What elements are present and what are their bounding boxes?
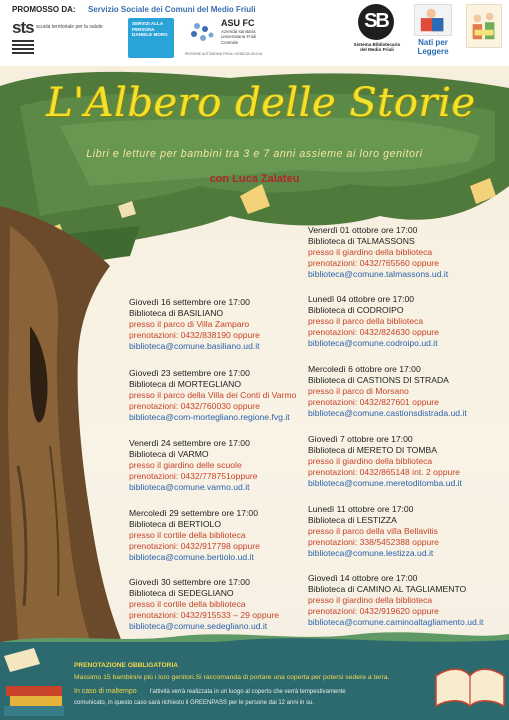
event-place: presso il parco di Morsano [308, 386, 409, 396]
event-place: presso il parco della villa Bellavitis [308, 526, 438, 536]
event-email[interactable]: biblioteca@comune.sedegliano.ud.it [129, 621, 268, 631]
event-date: Lunedì 11 ottobre ore 17:00 [308, 504, 414, 514]
event-sedegliano [129, 577, 279, 632]
event-date: Venerdì 24 settembre ore 17:00 [129, 438, 250, 448]
npl-text: Nati per Leggere [417, 38, 449, 56]
servizi-logo-text: SERVIZI ALLA PERSONA DANIELE MORO [132, 21, 168, 38]
event-bertiolo [129, 508, 260, 563]
event-basiliano [129, 297, 260, 352]
nati-per-leggere-logo [410, 4, 456, 64]
poster-title: L'Albero delle Storie [46, 80, 476, 126]
event-date: Giovedì 23 settembre ore 17:00 [129, 368, 250, 378]
event-varmo [129, 438, 258, 493]
event-phone: prenotazioni: 0432/919620 oppure [308, 606, 439, 616]
event-place: presso il parco di Villa Zamparo [129, 319, 250, 329]
event-email[interactable]: biblioteca@comune.codroipo.ud.it [308, 338, 438, 348]
event-place: presso il parco della Villa dei Conti di Varmo [129, 390, 297, 400]
event-phone: prenotazioni: 0432/778751oppure [129, 471, 258, 481]
event-mortegliano [129, 368, 296, 423]
event-place: presso il parco della biblioteca [308, 316, 424, 326]
event-library: Biblioteca di BERTIOLO [129, 519, 222, 529]
event-date: Giovedì 16 settembre ore 17:00 [129, 297, 250, 307]
sts-logo-subtitle: scuola territoriale per la salute [36, 24, 103, 30]
asu-mark-icon [185, 18, 219, 48]
event-library: Biblioteca di TALMASSONS [308, 236, 415, 246]
service-name: Servizio Sociale dei Comuni del Medio Friuli [88, 5, 256, 14]
event-date: Lunedì 04 ottobre ore 17:00 [308, 294, 415, 304]
event-library: Biblioteca di CASTIONS DI STRADA [308, 375, 449, 385]
event-email[interactable]: biblioteca@comune.meretoditomba.ud.it [308, 478, 462, 488]
sistema-bibliotecario-logo [352, 4, 402, 64]
sts-logo-letters: sts [12, 18, 34, 37]
event-email[interactable]: biblioteca@comune.lestizza.ud.it [308, 548, 434, 558]
event-date: Mercoledì 29 settembre ore 17:00 [129, 508, 258, 518]
sb-text: Sistema Bibliotecario del Medio Friuli [353, 42, 401, 53]
booking-info-line: Massimo 15 bambini/e più i loro genitori.Si raccomanda di portare una coperta per potersi sedere a terra. [74, 674, 390, 681]
event-place: presso il giardino della biblioteca [308, 247, 433, 257]
event-date: Giovedì 14 ottobre ore 17:00 [308, 573, 418, 583]
event-email[interactable]: biblioteca@comune.talmassons.ud.it [308, 269, 449, 279]
event-library: Biblioteca di CAMINO AL TAGLIAMENTO [308, 584, 467, 594]
event-camino-al-tagliamento [308, 573, 483, 628]
servizi-alla-persona-logo [128, 18, 174, 58]
event-place: presso il giardino della biblioteca [308, 595, 433, 605]
event-library: Biblioteca di CODROIPO [308, 305, 404, 315]
event-codroipo [308, 294, 439, 349]
event-date: Mercoledì 6 ottobre ore 17:00 [308, 364, 421, 374]
event-phone: prenotazioni: 0432/824630 oppure [308, 327, 439, 337]
event-email[interactable]: biblioteca@comune.castionsdistrada.ud.it [308, 408, 467, 418]
event-place: presso il cortile della biblioteca [129, 599, 246, 609]
sts-bars-icon [12, 40, 34, 54]
asu-title: ASU FC [221, 18, 255, 28]
event-phone: prenotazioni: 0432/760030 oppure [129, 401, 260, 411]
sts-logo [12, 18, 112, 58]
poster-author: con Luca Zalateu [209, 173, 300, 185]
kids-reading-icon [466, 4, 502, 48]
event-place: presso il cortile della biblioteca [129, 530, 246, 540]
event-phone: prenotazioni: 0432/865148 int. 2 oppure [308, 467, 460, 477]
event-email[interactable]: biblioteca@comune.varmo.ud.it [129, 482, 250, 492]
event-lestizza [308, 504, 439, 559]
event-email[interactable]: biblioteca@comune.basiliano.ud.it [129, 341, 260, 351]
event-library: Biblioteca di SEDEGLIANO [129, 588, 234, 598]
event-mereto-di-tomba [308, 434, 462, 489]
sb-letters: SB [364, 10, 388, 32]
event-date: Venerdì 01 ottobre ore 17:00 [308, 225, 418, 235]
booking-required-title: PRENOTAZIONE OBBLIGATORIA [74, 662, 179, 669]
reading-child-icon [414, 4, 452, 36]
event-library: Biblioteca di LESTIZZA [308, 515, 397, 525]
event-castions-di-strada [308, 364, 467, 419]
event-library: Biblioteca di VARMO [129, 449, 209, 459]
open-book-icon [430, 656, 509, 720]
kids-illustration-logo [466, 4, 502, 60]
poster-subtitle: Libri e letture per bambini tra 3 e 7 anni assieme ai loro genitori [86, 148, 423, 160]
sponsor-header [0, 0, 509, 66]
bad-weather-label: In caso di maltempo [74, 688, 137, 695]
promoted-by-label: PROMOSSO DA: [12, 5, 76, 14]
event-place: presso il giardino della biblioteca [308, 456, 433, 466]
poster [0, 66, 509, 720]
event-library: Biblioteca di MORTEGLIANO [129, 379, 242, 389]
asu-subtitle: Azienda sanitaria universitaria Friuli Centrale [221, 29, 257, 45]
event-phone: prenotazioni: 0432/838190 oppure [129, 330, 260, 340]
event-phone: prenotazioni: 338/5452388 oppure [308, 537, 439, 547]
event-email[interactable]: biblioteca@com-mortegliano.regione.fvg.it [129, 412, 290, 422]
event-talmassons [308, 225, 448, 280]
bad-weather-info-line: l'attività verrà realizzata in un luogo al coperto che verrà tempestivamente [150, 689, 346, 695]
books-stack-icon [0, 646, 70, 720]
event-date: Giovedì 7 ottobre ore 17:00 [308, 434, 413, 444]
event-library: Biblioteca di MERETO DI TOMBA [308, 445, 437, 455]
asu-region: REGIONE AUTONOMA FRIULI VENEZIA GIULIA [185, 52, 263, 56]
event-email[interactable]: biblioteca@comune.bertiolo.ud.it [129, 552, 254, 562]
asu-fc-logo [185, 18, 265, 58]
event-email[interactable]: biblioteca@comune.caminoaltagliamento.ud.it [308, 617, 484, 627]
event-phone: prenotazioni: 0432/917798 oppure [129, 541, 260, 551]
event-library: Biblioteca di BASILIANO [129, 308, 224, 318]
event-place: presso il giardino delle scuole [129, 460, 242, 470]
event-phone: prenotazioni: 0432/827601 oppure [308, 397, 439, 407]
greenpass-info-line: comunicato, in questo caso sarà richiesto il GREENPASS per le persone dai 12 anni in su. [74, 700, 315, 706]
event-phone: prenotazioni: 0432/765560 oppure [308, 258, 439, 268]
event-date: Giovedì 30 settembre ore 17:00 [129, 577, 250, 587]
event-phone: prenotazioni: 0432/915533 – 29 oppure [129, 610, 280, 620]
